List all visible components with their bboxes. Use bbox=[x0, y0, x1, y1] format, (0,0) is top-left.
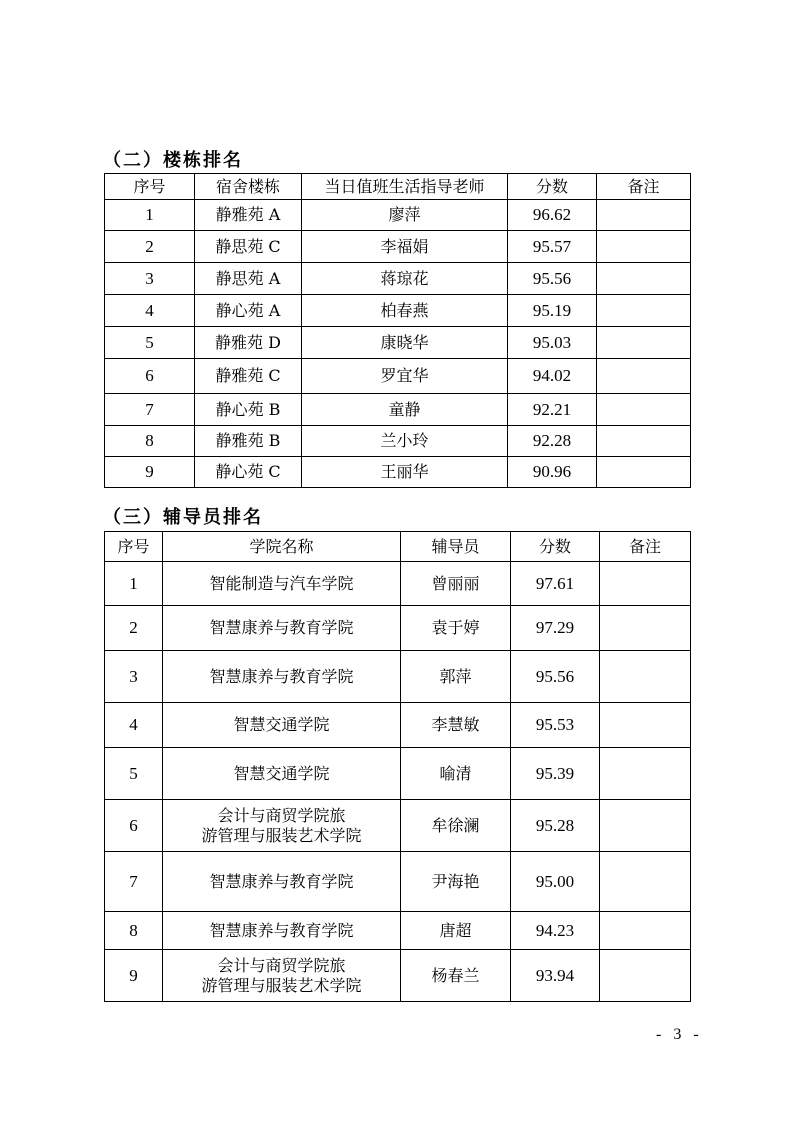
row-no: 9 bbox=[105, 457, 195, 488]
row-score: 92.21 bbox=[508, 394, 597, 426]
row-note bbox=[597, 231, 691, 263]
header-building: 宿舍楼栋 bbox=[195, 174, 302, 200]
college-name-line: 智慧交通学院 bbox=[233, 763, 330, 783]
header-college: 学院名称 bbox=[163, 532, 401, 562]
row-score: 95.57 bbox=[508, 231, 597, 263]
row-building: 静心苑 B bbox=[195, 394, 302, 426]
row-building: 静心苑 A bbox=[195, 295, 302, 327]
row-no: 2 bbox=[105, 231, 195, 263]
row-score: 95.28 bbox=[511, 800, 600, 852]
row-no: 8 bbox=[105, 426, 195, 457]
row-counselor: 杨春兰 bbox=[401, 950, 511, 1002]
row-note bbox=[597, 327, 691, 359]
building-ranking-table bbox=[104, 173, 691, 488]
row-no: 3 bbox=[105, 263, 195, 295]
row-counselor: 郭萍 bbox=[401, 651, 511, 703]
row-teacher: 蒋琼花 bbox=[302, 263, 508, 295]
row-note bbox=[600, 651, 691, 703]
row-score: 95.39 bbox=[511, 748, 600, 800]
header-counselor: 辅导员 bbox=[401, 532, 511, 562]
row-building: 静思苑 C bbox=[195, 231, 302, 263]
row-no: 8 bbox=[105, 912, 163, 950]
table-row bbox=[105, 394, 691, 426]
row-note bbox=[597, 426, 691, 457]
row-score: 92.28 bbox=[508, 426, 597, 457]
row-note bbox=[600, 562, 691, 606]
row-building: 静雅苑 B bbox=[195, 426, 302, 457]
counselor-ranking-title: （三）辅导员排名 bbox=[103, 507, 263, 528]
row-score: 95.19 bbox=[508, 295, 597, 327]
header-no: 序号 bbox=[105, 532, 163, 562]
row-no: 5 bbox=[105, 748, 163, 800]
row-teacher: 廖萍 bbox=[302, 200, 508, 231]
row-teacher: 童静 bbox=[302, 394, 508, 426]
building-ranking-header-row bbox=[105, 174, 691, 200]
row-note bbox=[600, 703, 691, 748]
row-no: 1 bbox=[105, 200, 195, 231]
row-score: 95.56 bbox=[511, 651, 600, 703]
counselor-ranking-table bbox=[104, 531, 691, 1002]
row-no: 3 bbox=[105, 651, 163, 703]
row-no: 2 bbox=[105, 606, 163, 651]
row-counselor: 袁于婷 bbox=[401, 606, 511, 651]
row-college bbox=[163, 950, 401, 1002]
row-note bbox=[600, 912, 691, 950]
table-row bbox=[105, 263, 691, 295]
header-note: 备注 bbox=[597, 174, 691, 200]
college-name-line: 会计与商贸学院旅 bbox=[217, 805, 346, 825]
table-row bbox=[105, 359, 691, 394]
row-note bbox=[600, 748, 691, 800]
row-counselor: 李慧敏 bbox=[401, 703, 511, 748]
row-counselor: 喻清 bbox=[401, 748, 511, 800]
row-score: 94.02 bbox=[508, 359, 597, 394]
row-teacher: 李福娟 bbox=[302, 231, 508, 263]
row-score: 95.00 bbox=[511, 852, 600, 912]
college-name-line: 智慧康养与教育学院 bbox=[209, 871, 354, 891]
row-note bbox=[600, 606, 691, 651]
row-teacher: 康晓华 bbox=[302, 327, 508, 359]
row-no: 7 bbox=[105, 394, 195, 426]
row-no: 9 bbox=[105, 950, 163, 1002]
table-row bbox=[105, 748, 691, 800]
row-note bbox=[597, 263, 691, 295]
row-college bbox=[163, 651, 401, 703]
college-name-line: 智慧康养与教育学院 bbox=[209, 666, 354, 686]
row-building: 静雅苑 D bbox=[195, 327, 302, 359]
row-building: 静心苑 C bbox=[195, 457, 302, 488]
row-no: 6 bbox=[105, 359, 195, 394]
row-teacher: 罗宜华 bbox=[302, 359, 508, 394]
table-row bbox=[105, 703, 691, 748]
college-name-line: 会计与商贸学院旅 bbox=[217, 955, 346, 975]
row-score: 94.23 bbox=[511, 912, 600, 950]
row-note bbox=[597, 200, 691, 231]
row-college bbox=[163, 562, 401, 606]
table-row bbox=[105, 606, 691, 651]
row-no: 1 bbox=[105, 562, 163, 606]
row-college bbox=[163, 703, 401, 748]
row-no: 6 bbox=[105, 800, 163, 852]
row-note bbox=[600, 950, 691, 1002]
row-teacher: 王丽华 bbox=[302, 457, 508, 488]
row-score: 95.56 bbox=[508, 263, 597, 295]
row-note bbox=[597, 359, 691, 394]
row-score: 90.96 bbox=[508, 457, 597, 488]
table-row bbox=[105, 562, 691, 606]
row-note bbox=[600, 852, 691, 912]
row-teacher: 兰小玲 bbox=[302, 426, 508, 457]
header-score: 分数 bbox=[508, 174, 597, 200]
row-college bbox=[163, 606, 401, 651]
row-note bbox=[597, 457, 691, 488]
table-row bbox=[105, 200, 691, 231]
row-college bbox=[163, 912, 401, 950]
row-score: 95.53 bbox=[511, 703, 600, 748]
row-score: 97.61 bbox=[511, 562, 600, 606]
row-building: 静雅苑 A bbox=[195, 200, 302, 231]
row-building: 静思苑 A bbox=[195, 263, 302, 295]
row-college bbox=[163, 748, 401, 800]
table-row bbox=[105, 800, 691, 852]
header-no: 序号 bbox=[105, 174, 195, 200]
header-teacher: 当日值班生活指导老师 bbox=[302, 174, 508, 200]
header-note: 备注 bbox=[600, 532, 691, 562]
college-name-line: 智慧康养与教育学院 bbox=[209, 920, 354, 940]
page-number: - 3 - bbox=[656, 1026, 703, 1043]
table-row bbox=[105, 852, 691, 912]
row-college bbox=[163, 800, 401, 852]
row-score: 97.29 bbox=[511, 606, 600, 651]
college-name-line: 智慧康养与教育学院 bbox=[209, 618, 354, 637]
row-note bbox=[597, 394, 691, 426]
building-ranking-title: （二）楼栋排名 bbox=[103, 150, 243, 171]
table-row bbox=[105, 295, 691, 327]
row-note bbox=[600, 800, 691, 852]
college-name-line: 游管理与服装艺术学院 bbox=[201, 975, 362, 995]
header-score: 分数 bbox=[511, 532, 600, 562]
row-no: 5 bbox=[105, 327, 195, 359]
row-no: 4 bbox=[105, 703, 163, 748]
row-college bbox=[163, 852, 401, 912]
row-note bbox=[597, 295, 691, 327]
table-row bbox=[105, 231, 691, 263]
table-row bbox=[105, 327, 691, 359]
row-score: 96.62 bbox=[508, 200, 597, 231]
table-row bbox=[105, 651, 691, 703]
row-no: 7 bbox=[105, 852, 163, 912]
row-score: 93.94 bbox=[511, 950, 600, 1002]
row-counselor: 唐超 bbox=[401, 912, 511, 950]
table-row bbox=[105, 457, 691, 488]
table-row bbox=[105, 426, 691, 457]
row-counselor: 牟徐澜 bbox=[401, 800, 511, 852]
college-name-line: 智慧交通学院 bbox=[233, 715, 330, 734]
row-score: 95.03 bbox=[508, 327, 597, 359]
row-counselor: 尹海艳 bbox=[401, 852, 511, 912]
counselor-ranking-header-row bbox=[105, 532, 691, 562]
row-building: 静雅苑 C bbox=[195, 359, 302, 394]
row-teacher: 柏春燕 bbox=[302, 295, 508, 327]
table-row bbox=[105, 912, 691, 950]
college-name-line: 游管理与服装艺术学院 bbox=[201, 825, 362, 845]
row-counselor: 曾丽丽 bbox=[401, 562, 511, 606]
row-no: 4 bbox=[105, 295, 195, 327]
college-name-line: 智能制造与汽车学院 bbox=[209, 573, 354, 593]
table-row bbox=[105, 950, 691, 1002]
